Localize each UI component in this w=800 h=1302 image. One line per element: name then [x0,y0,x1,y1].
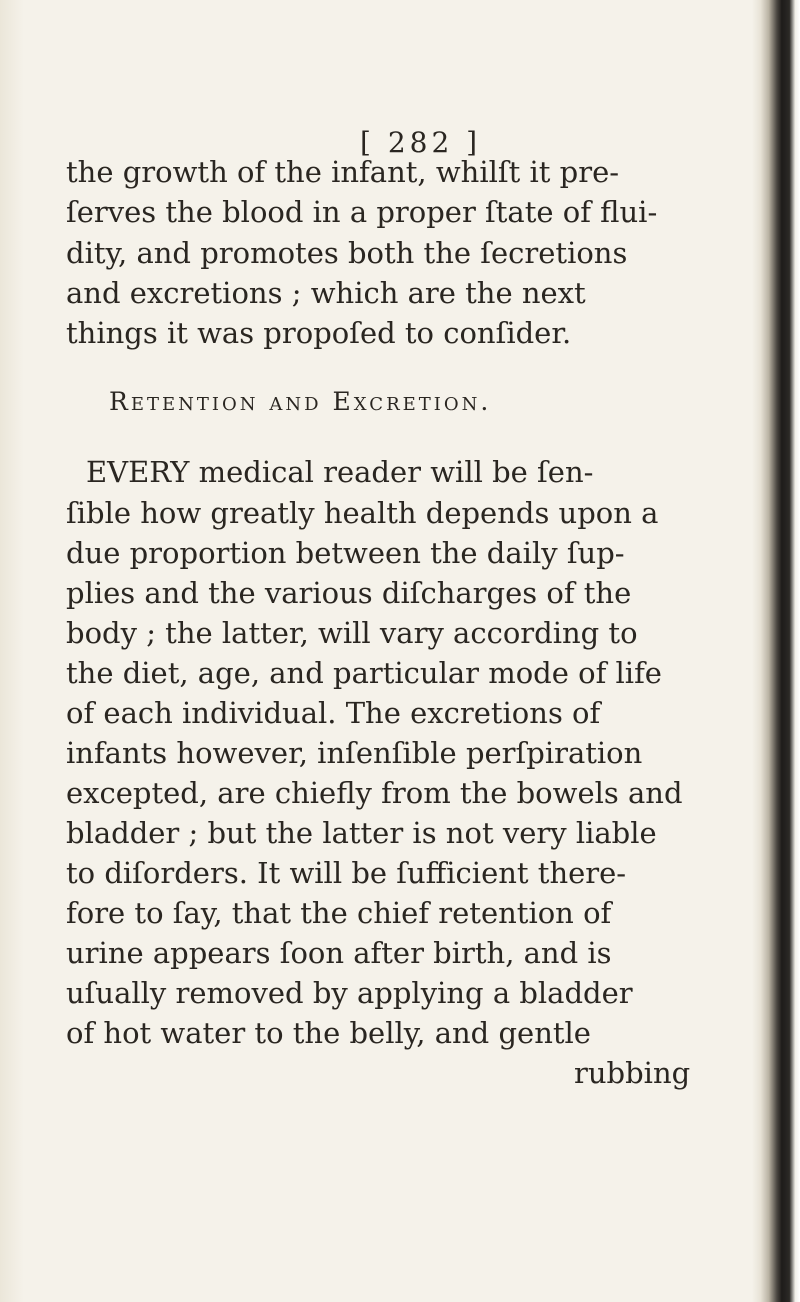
text-line: to diſorders. It will be ſufficient there- [66,856,627,890]
page-margin-shade [0,0,24,1302]
text-line: urine appears ſoon after birth, and is [66,936,612,970]
text-line: and excretions ; which are the next [66,276,586,310]
text-line: the growth of the infant, whilſt it pre- [66,155,620,189]
text-line: ſible how greatly health depends upon a [66,496,659,530]
catchword: rubbing [574,1056,691,1090]
section-heading: Retention and Excretion. [109,387,492,416]
text-line: fore to ſay, that the chief retention of [66,896,612,930]
text-line: ſerves the blood in a proper ſtate of flui- [66,195,658,229]
text-line: EVERY medical reader will be ſen- [86,455,594,489]
text-line: of each individual. The excretions of [66,696,601,730]
text-line: due proportion between the daily ſup- [66,536,625,570]
page-number: [ 282 ] [360,126,482,159]
text-line: things it was propoſed to conſider. [66,316,572,350]
text-line: plies and the various diſcharges of the [66,576,632,610]
text-line: the diet, age, and particular mode of life [66,656,662,690]
text-line: dity, and promotes both the ſecretions [66,236,628,270]
text-line: excepted, are chiefly from the bowels and [66,776,683,810]
text-line: uſually removed by applying a bladder [66,976,633,1010]
text-line: bladder ; but the latter is not very liable [66,816,657,850]
text-line: infants however, inſenſible perſpiration [66,736,643,770]
text-line: body ; the latter, will vary according to [66,616,638,650]
binding-edge [752,0,800,1302]
text-line: of hot water to the belly, and gentle [66,1016,591,1050]
